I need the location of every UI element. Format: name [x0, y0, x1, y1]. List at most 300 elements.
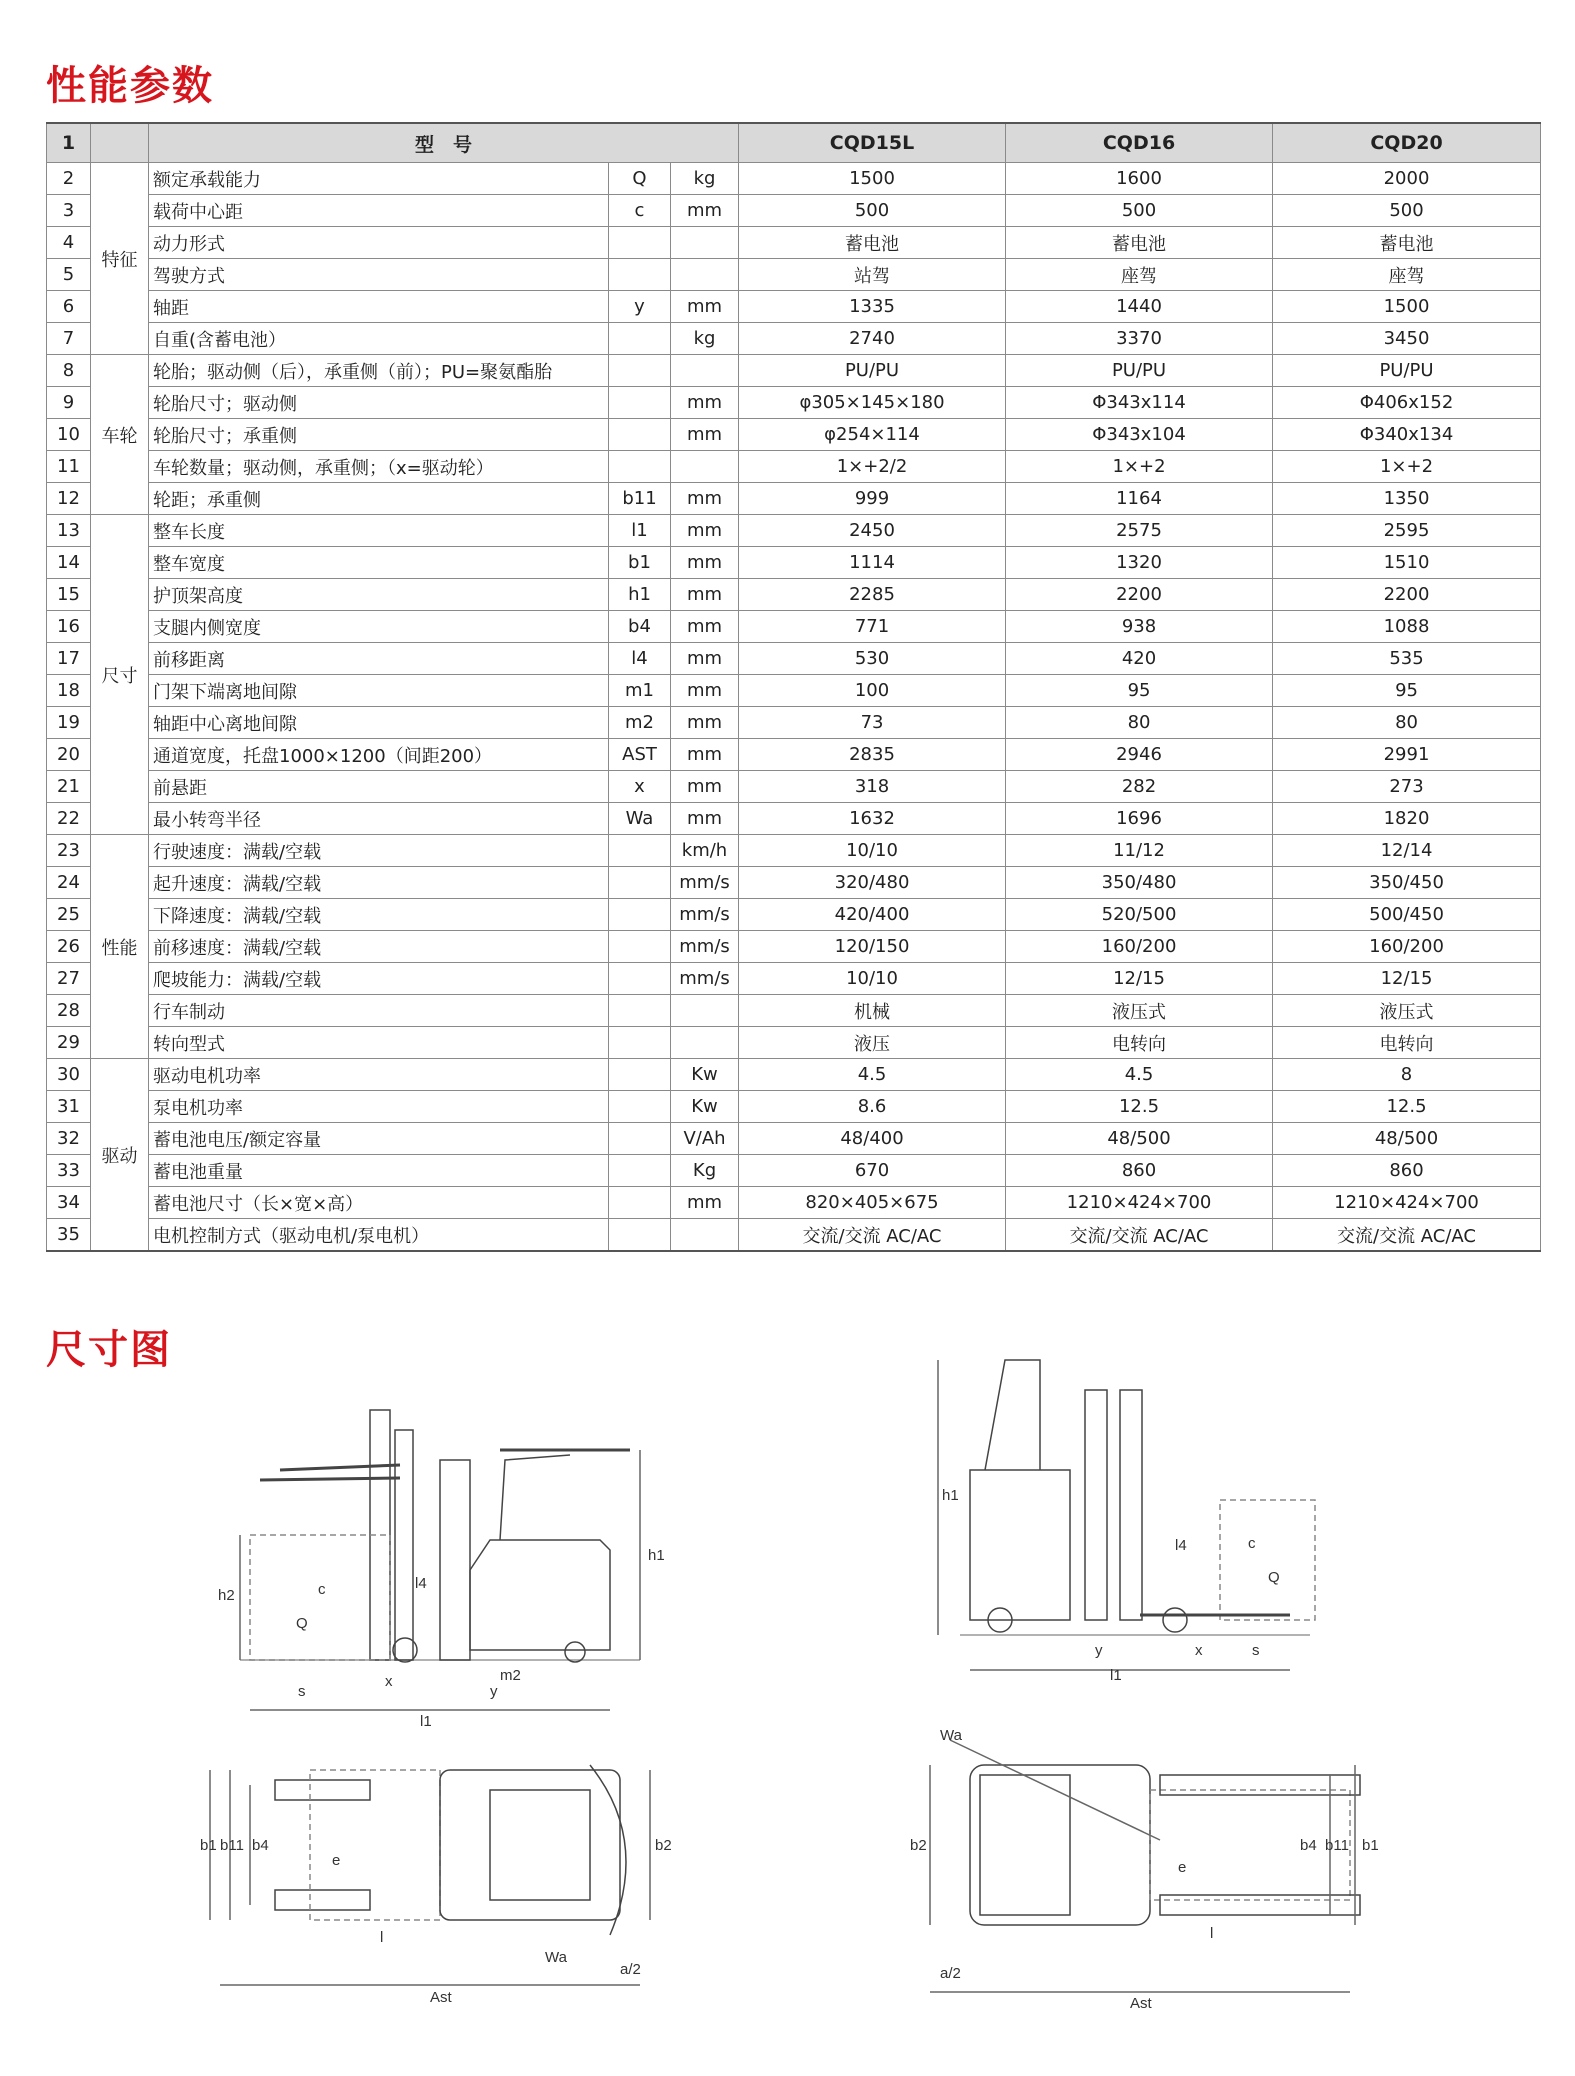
value-cell: 1320	[1006, 547, 1273, 579]
parameter-unit: mm	[671, 643, 739, 675]
parameter-symbol: l4	[609, 643, 671, 675]
parameter-unit	[671, 259, 739, 291]
value-cell: 80	[1273, 707, 1541, 739]
value-cell: 73	[739, 707, 1006, 739]
parameter-name: 支腿内侧宽度	[149, 611, 609, 643]
label-h1: h1	[648, 1547, 665, 1564]
parameter-symbol: h1	[609, 579, 671, 611]
parameter-unit: V/Ah	[671, 1123, 739, 1155]
value-cell: 160/200	[1006, 931, 1273, 963]
parameter-symbol	[609, 1027, 671, 1059]
parameter-name: 轮胎尺寸；承重侧	[149, 419, 609, 451]
label-a2: a/2	[620, 1961, 641, 1978]
parameter-unit	[671, 1027, 739, 1059]
value-cell: 999	[739, 483, 1006, 515]
parameter-symbol	[609, 995, 671, 1027]
value-cell: 1088	[1273, 611, 1541, 643]
row-number: 3	[47, 195, 91, 227]
row-number: 18	[47, 675, 91, 707]
row-number: 25	[47, 899, 91, 931]
parameter-symbol	[609, 835, 671, 867]
value-cell: 2740	[739, 323, 1006, 355]
value-cell: 530	[739, 643, 1006, 675]
value-cell: 3370	[1006, 323, 1273, 355]
row-number: 26	[47, 931, 91, 963]
row-number: 32	[47, 1123, 91, 1155]
side-view-drawing-left	[200, 1350, 670, 1730]
row-number: 5	[47, 259, 91, 291]
parameter-unit: Kw	[671, 1059, 739, 1091]
header-model-2: CQD16	[1006, 123, 1273, 163]
parameter-unit: mm/s	[671, 963, 739, 995]
parameter-name: 转向型式	[149, 1027, 609, 1059]
parameter-unit	[671, 355, 739, 387]
row-number: 8	[47, 355, 91, 387]
label-e: e	[332, 1852, 341, 1869]
value-cell: PU/PU	[1273, 355, 1541, 387]
value-cell: 2450	[739, 515, 1006, 547]
table-row	[47, 963, 1541, 995]
spec-table	[46, 122, 1541, 1252]
value-cell: 2595	[1273, 515, 1541, 547]
parameter-symbol: y	[609, 291, 671, 323]
label-e-right: e	[1178, 1859, 1187, 1876]
row-number: 2	[47, 163, 91, 195]
parameter-unit: mm	[671, 579, 739, 611]
header-model-1: CQD15L	[739, 123, 1006, 163]
label-q-right: Q	[1268, 1569, 1280, 1586]
value-cell: 1350	[1273, 483, 1541, 515]
parameter-unit: mm	[671, 803, 739, 835]
value-cell: 320/480	[739, 867, 1006, 899]
value-cell: 80	[1006, 707, 1273, 739]
parameter-unit: mm	[671, 515, 739, 547]
value-cell: 535	[1273, 643, 1541, 675]
value-cell: 938	[1006, 611, 1273, 643]
table-row	[47, 515, 1541, 547]
parameter-symbol: b1	[609, 547, 671, 579]
value-cell: 1500	[1273, 291, 1541, 323]
parameter-unit: kg	[671, 323, 739, 355]
table-row	[47, 1027, 1541, 1059]
row-number: 4	[47, 227, 91, 259]
parameter-name: 额定承载能力	[149, 163, 609, 195]
parameter-unit	[671, 1219, 739, 1252]
value-cell: 160/200	[1273, 931, 1541, 963]
parameter-unit: mm	[671, 739, 739, 771]
parameter-name: 通道宽度，托盘1000×1200（间距200）	[149, 739, 609, 771]
parameter-symbol	[609, 931, 671, 963]
value-cell: 2835	[739, 739, 1006, 771]
value-cell: 1510	[1273, 547, 1541, 579]
table-row	[47, 1123, 1541, 1155]
parameter-symbol: Q	[609, 163, 671, 195]
value-cell: 500/450	[1273, 899, 1541, 931]
side-view-drawing-right	[930, 1350, 1330, 1684]
label-h1-right: h1	[942, 1487, 959, 1504]
label-wa: Wa	[545, 1949, 567, 1966]
parameter-name: 轴距中心离地间隙	[149, 707, 609, 739]
table-row	[47, 227, 1541, 259]
value-cell: Φ343x114	[1006, 387, 1273, 419]
parameter-unit: mm	[671, 483, 739, 515]
value-cell: 10/10	[739, 835, 1006, 867]
table-row	[47, 675, 1541, 707]
value-cell: Φ343x104	[1006, 419, 1273, 451]
parameter-symbol: AST	[609, 739, 671, 771]
value-cell: 48/400	[739, 1123, 1006, 1155]
label-h2: h2	[218, 1587, 235, 1604]
parameter-unit: mm	[671, 611, 739, 643]
parameter-unit	[671, 995, 739, 1027]
parameter-unit	[671, 227, 739, 259]
parameter-name: 前悬距	[149, 771, 609, 803]
value-cell: 1114	[739, 547, 1006, 579]
table-row	[47, 707, 1541, 739]
label-ast: Ast	[430, 1989, 452, 2006]
parameter-unit: mm/s	[671, 899, 739, 931]
table-row	[47, 739, 1541, 771]
row-number: 35	[47, 1219, 91, 1252]
label-b11: b11	[220, 1837, 244, 1854]
header-model-3: CQD20	[1273, 123, 1541, 163]
parameter-name: 泵电机功率	[149, 1091, 609, 1123]
label-a2-right: a/2	[940, 1965, 961, 1982]
label-l1: l1	[420, 1713, 432, 1730]
dimension-section-title: 尺寸图	[46, 1327, 172, 1373]
table-row	[47, 163, 1541, 195]
parameter-symbol	[609, 899, 671, 931]
parameter-symbol	[609, 1123, 671, 1155]
value-cell: 500	[1006, 195, 1273, 227]
label-b2-right: b2	[910, 1837, 927, 1854]
value-cell: 4.5	[1006, 1059, 1273, 1091]
parameter-name: 轮胎；驱动侧（后），承重侧（前）；PU=聚氨酯胎	[149, 355, 609, 387]
table-row	[47, 1219, 1541, 1252]
group-label: 尺寸	[91, 515, 149, 835]
row-number: 17	[47, 643, 91, 675]
value-cell: 3450	[1273, 323, 1541, 355]
table-row	[47, 323, 1541, 355]
value-cell: 1600	[1006, 163, 1273, 195]
parameter-name: 整车长度	[149, 515, 609, 547]
table-row	[47, 547, 1541, 579]
parameter-name: 前移距离	[149, 643, 609, 675]
value-cell: 交流/交流 AC/AC	[1273, 1219, 1541, 1252]
value-cell: 1696	[1006, 803, 1273, 835]
row-number: 11	[47, 451, 91, 483]
value-cell: φ254×114	[739, 419, 1006, 451]
value-cell: 420	[1006, 643, 1273, 675]
row-number: 20	[47, 739, 91, 771]
parameter-symbol	[609, 387, 671, 419]
row-number: 7	[47, 323, 91, 355]
row-number: 29	[47, 1027, 91, 1059]
value-cell: 1×+2/2	[739, 451, 1006, 483]
table-row	[47, 1059, 1541, 1091]
parameter-symbol: x	[609, 771, 671, 803]
table-row	[47, 899, 1541, 931]
parameter-symbol: c	[609, 195, 671, 227]
header-model-label: 型 号	[149, 123, 739, 163]
table-row	[47, 483, 1541, 515]
row-number: 12	[47, 483, 91, 515]
table-header-row	[47, 123, 1541, 163]
parameter-unit: mm	[671, 419, 739, 451]
label-l4: l4	[415, 1575, 427, 1592]
table-row	[47, 1091, 1541, 1123]
parameter-name: 电机控制方式（驱动电机/泵电机）	[149, 1219, 609, 1252]
value-cell: 2200	[1273, 579, 1541, 611]
label-b11-right: b11	[1325, 1837, 1349, 1854]
parameter-unit: mm/s	[671, 931, 739, 963]
value-cell: Φ340x134	[1273, 419, 1541, 451]
value-cell: 420/400	[739, 899, 1006, 931]
label-y: y	[490, 1683, 498, 1700]
row-number: 21	[47, 771, 91, 803]
value-cell: 48/500	[1273, 1123, 1541, 1155]
label-m2: m2	[500, 1667, 521, 1684]
label-b1-right: b1	[1362, 1837, 1379, 1854]
parameter-name: 轮距；承重侧	[149, 483, 609, 515]
value-cell: 48/500	[1006, 1123, 1273, 1155]
row-number: 15	[47, 579, 91, 611]
parameter-name: 行驶速度：满载/空载	[149, 835, 609, 867]
value-cell: PU/PU	[739, 355, 1006, 387]
row-number: 33	[47, 1155, 91, 1187]
parameter-name: 轴距	[149, 291, 609, 323]
parameter-symbol: l1	[609, 515, 671, 547]
parameter-name: 轮胎尺寸；驱动侧	[149, 387, 609, 419]
parameter-name: 动力形式	[149, 227, 609, 259]
row-number: 23	[47, 835, 91, 867]
value-cell: 1164	[1006, 483, 1273, 515]
parameter-symbol	[609, 1219, 671, 1252]
value-cell: 500	[739, 195, 1006, 227]
table-row	[47, 355, 1541, 387]
label-s: s	[298, 1683, 306, 1700]
value-cell: 8.6	[739, 1091, 1006, 1123]
value-cell: 机械	[739, 995, 1006, 1027]
parameter-name: 车轮数量；驱动侧，承重侧；（x=驱动轮）	[149, 451, 609, 483]
parameter-unit: mm	[671, 291, 739, 323]
table-row	[47, 867, 1541, 899]
value-cell: 318	[739, 771, 1006, 803]
value-cell: 4.5	[739, 1059, 1006, 1091]
label-y-right: y	[1095, 1642, 1103, 1659]
value-cell: 12.5	[1006, 1091, 1273, 1123]
parameter-name: 驾驶方式	[149, 259, 609, 291]
row-number: 14	[47, 547, 91, 579]
parameter-name: 自重(含蓄电池）	[149, 323, 609, 355]
table-row	[47, 995, 1541, 1027]
parameter-name: 起升速度：满载/空载	[149, 867, 609, 899]
label-l4-right: l4	[1175, 1537, 1187, 1554]
row-number: 19	[47, 707, 91, 739]
parameter-symbol	[609, 451, 671, 483]
label-s-right: s	[1252, 1642, 1260, 1659]
value-cell: 1500	[739, 163, 1006, 195]
table-row	[47, 771, 1541, 803]
parameter-unit: mm/s	[671, 867, 739, 899]
value-cell: 1335	[739, 291, 1006, 323]
value-cell: 2285	[739, 579, 1006, 611]
value-cell: 蓄电池	[1273, 227, 1541, 259]
row-number: 28	[47, 995, 91, 1027]
value-cell: 交流/交流 AC/AC	[739, 1219, 1006, 1252]
label-l-right: l	[1210, 1925, 1214, 1942]
value-cell: 120/150	[739, 931, 1006, 963]
parameter-name: 蓄电池电压/额定容量	[149, 1123, 609, 1155]
parameter-name: 蓄电池重量	[149, 1155, 609, 1187]
value-cell: 2200	[1006, 579, 1273, 611]
table-row	[47, 579, 1541, 611]
parameter-unit: mm	[671, 707, 739, 739]
label-wa-right: Wa	[940, 1727, 962, 1744]
value-cell: 11/12	[1006, 835, 1273, 867]
value-cell: 站驾	[739, 259, 1006, 291]
parameter-name: 门架下端离地间隙	[149, 675, 609, 707]
group-label: 特征	[91, 163, 149, 355]
parameter-symbol	[609, 1091, 671, 1123]
value-cell: 1×+2	[1006, 451, 1273, 483]
parameter-unit: mm	[671, 1187, 739, 1219]
parameter-symbol	[609, 1187, 671, 1219]
value-cell: 12.5	[1273, 1091, 1541, 1123]
value-cell: 670	[739, 1155, 1006, 1187]
group-label: 驱动	[91, 1059, 149, 1252]
label-ast-right: Ast	[1130, 1995, 1152, 2012]
parameter-symbol	[609, 355, 671, 387]
table-row	[47, 643, 1541, 675]
label-l1-right: l1	[1110, 1667, 1122, 1684]
value-cell: 8	[1273, 1059, 1541, 1091]
table-row	[47, 1187, 1541, 1219]
row-number: 27	[47, 963, 91, 995]
value-cell: 500	[1273, 195, 1541, 227]
value-cell: 12/14	[1273, 835, 1541, 867]
table-row	[47, 931, 1541, 963]
value-cell: 12/15	[1006, 963, 1273, 995]
parameter-unit: kg	[671, 163, 739, 195]
table-row	[47, 195, 1541, 227]
value-cell: 10/10	[739, 963, 1006, 995]
parameter-name: 最小转弯半径	[149, 803, 609, 835]
group-label: 性能	[91, 835, 149, 1059]
parameter-unit: Kg	[671, 1155, 739, 1187]
value-cell: 350/480	[1006, 867, 1273, 899]
value-cell: 座驾	[1006, 259, 1273, 291]
table-row	[47, 419, 1541, 451]
parameter-unit: mm	[671, 387, 739, 419]
parameter-symbol	[609, 963, 671, 995]
value-cell: 2000	[1273, 163, 1541, 195]
parameter-symbol	[609, 867, 671, 899]
parameter-name: 蓄电池尺寸（长×宽×高）	[149, 1187, 609, 1219]
label-q: Q	[296, 1615, 308, 1632]
label-c-right: c	[1248, 1535, 1256, 1552]
value-cell: 860	[1006, 1155, 1273, 1187]
label-c: c	[318, 1581, 326, 1598]
table-row	[47, 259, 1541, 291]
value-cell: 1×+2	[1273, 451, 1541, 483]
label-b1: b1	[200, 1837, 217, 1854]
label-b4-right: b4	[1300, 1837, 1317, 1854]
parameter-name: 整车宽度	[149, 547, 609, 579]
row-number: 10	[47, 419, 91, 451]
value-cell: PU/PU	[1006, 355, 1273, 387]
top-view-drawing-left	[200, 1730, 670, 2010]
value-cell: 95	[1273, 675, 1541, 707]
table-row	[47, 387, 1541, 419]
parameter-name: 驱动电机功率	[149, 1059, 609, 1091]
parameter-symbol: m1	[609, 675, 671, 707]
value-cell: 12/15	[1273, 963, 1541, 995]
value-cell: 液压式	[1273, 995, 1541, 1027]
row-number: 16	[47, 611, 91, 643]
parameter-symbol: b4	[609, 611, 671, 643]
label-b4: b4	[252, 1837, 269, 1854]
top-view-drawing-right	[910, 1720, 1380, 2010]
value-cell: φ305×145×180	[739, 387, 1006, 419]
parameter-name: 前移速度：满载/空载	[149, 931, 609, 963]
value-cell: 电转向	[1273, 1027, 1541, 1059]
value-cell: 1210×424×700	[1006, 1187, 1273, 1219]
group-label: 车轮	[91, 355, 149, 515]
value-cell: 1632	[739, 803, 1006, 835]
parameter-unit: mm	[671, 771, 739, 803]
value-cell: 蓄电池	[739, 227, 1006, 259]
parameter-name: 行车制动	[149, 995, 609, 1027]
label-x-right: x	[1195, 1642, 1203, 1659]
label-x: x	[385, 1673, 393, 1690]
header-blank-cell	[91, 123, 149, 163]
value-cell: 520/500	[1006, 899, 1273, 931]
table-row	[47, 1155, 1541, 1187]
value-cell: 1820	[1273, 803, 1541, 835]
parameter-unit: Kw	[671, 1091, 739, 1123]
row-number: 13	[47, 515, 91, 547]
parameter-symbol: Wa	[609, 803, 671, 835]
value-cell: 273	[1273, 771, 1541, 803]
parameter-name: 爬坡能力：满载/空载	[149, 963, 609, 995]
label-l: l	[380, 1929, 384, 1946]
table-row	[47, 803, 1541, 835]
value-cell: 95	[1006, 675, 1273, 707]
value-cell: 771	[739, 611, 1006, 643]
parameter-name: 下降速度：满载/空载	[149, 899, 609, 931]
parameter-symbol	[609, 419, 671, 451]
table-row	[47, 611, 1541, 643]
parameter-symbol: b11	[609, 483, 671, 515]
value-cell: 液压	[739, 1027, 1006, 1059]
row-number: 34	[47, 1187, 91, 1219]
parameter-symbol	[609, 1059, 671, 1091]
value-cell: 座驾	[1273, 259, 1541, 291]
parameter-symbol	[609, 323, 671, 355]
parameter-name: 护顶架高度	[149, 579, 609, 611]
parameter-symbol	[609, 1155, 671, 1187]
spec-section-title: 性能参数	[46, 63, 214, 109]
value-cell: 350/450	[1273, 867, 1541, 899]
label-b2: b2	[655, 1837, 672, 1854]
value-cell: Φ406x152	[1273, 387, 1541, 419]
table-row	[47, 451, 1541, 483]
value-cell: 电转向	[1006, 1027, 1273, 1059]
parameter-symbol	[609, 227, 671, 259]
value-cell: 1210×424×700	[1273, 1187, 1541, 1219]
row-number: 24	[47, 867, 91, 899]
